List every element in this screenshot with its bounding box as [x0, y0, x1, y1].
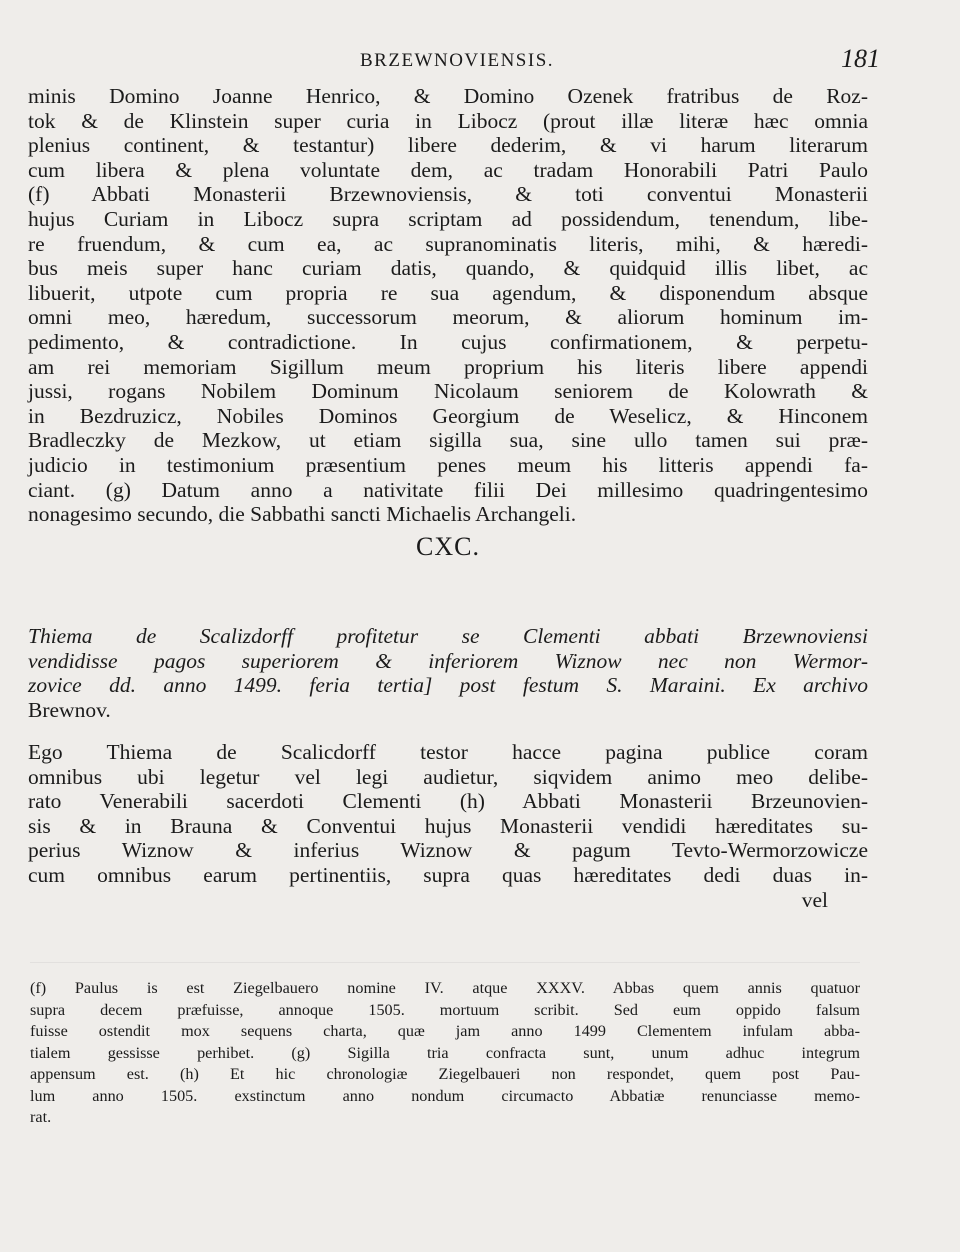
- text-line: hujus Curiam in Libocz supra scriptam ad possidendum, tenendum, libe-: [28, 206, 868, 231]
- text-line: cum libera & plena voluntate dem, ac tradam Honorabili Patri Paulo: [28, 157, 868, 182]
- section-heading-block: [28, 530, 868, 564]
- text-line: pedimento, & contradictione. In cujus confirmationem, & perpetu-: [28, 329, 868, 354]
- text-line: nonagesimo secundo, die Sabbathi sancti Michaelis Archangeli.: [28, 502, 577, 527]
- text-line: (f) Abbati Monasterii Brzewnoviensis, & toti conventui Monasterii: [28, 182, 868, 207]
- text-line: plenius continent, & testantur) libere dederim, & vi harum literarum: [28, 133, 868, 158]
- section-number: CXC.: [416, 532, 480, 561]
- text-line: cum omnibus earum pertinentiis, supra quas hæreditates dedi duas in-: [28, 862, 868, 887]
- running-head: BRZEWNOVIENSIS.: [360, 50, 555, 71]
- section-summary: [28, 624, 868, 722]
- footnote-line: rat.: [30, 1108, 52, 1126]
- summary-line: zovice dd. anno 1499. feria tertia] post festum S. Maraini. Ex archivo: [28, 673, 868, 698]
- footnote-line: tialem gessisse perhibet. (g) Sigilla tria confracta sunt, unum adhuc integrum: [30, 1043, 860, 1062]
- page-number: 181: [841, 44, 880, 73]
- summary-line: Brewnov.: [28, 697, 111, 722]
- summary-line: vendidisse pagos superiorem & inferiorem Wiznow nec non Wermor-: [28, 648, 868, 673]
- text-line: Ego Thiema de Scalicdorff testor hacce pagina publice coram: [28, 740, 868, 764]
- text-line: rato Venerabili sacerdoti Clementi (h) Abbati Monasterii Brzeunovien-: [28, 789, 868, 814]
- text-line: omni meo, hæredum, successorum meorum, & aliorum hominum im-: [28, 305, 868, 330]
- page-header: [30, 40, 880, 80]
- text-line: bus meis super hanc curiam datis, quando, & quidquid illis libet, ac: [28, 256, 868, 281]
- text-line: sis & in Brauna & Conventui hujus Monasterii vendidi hæreditates su-: [28, 813, 868, 838]
- footnote-separator: [30, 962, 860, 963]
- footnote-line: (f) Paulus is est Ziegelbauero nomine IV. atque XXXV. Abbas quem annis quatuor: [30, 979, 860, 997]
- catchword: vel: [801, 887, 828, 912]
- text-line: libuerit, utpote cum propria re sua agendum, & disponendum absque: [28, 280, 868, 305]
- charter-text: [28, 84, 868, 527]
- text-line: omnibus ubi legetur vel legi audietur, siqvidem animo meo delibe-: [28, 764, 868, 789]
- footnote-line: lum anno 1505. exstinctum anno nondum circumacto Abbatiæ renunciasse memo-: [30, 1086, 860, 1105]
- second-charter-text: [28, 740, 868, 912]
- footnotes: [30, 978, 860, 1129]
- text-line: ciant. (g) Datum anno a nativitate filii Dei millesimo quadringentesimo: [28, 477, 868, 502]
- text-line: jussi, rogans Nobilem Dominum Nicolaum seniorem de Kolowrath &: [28, 379, 868, 404]
- footnote-line: fuisse ostendit mox sequens charta, quæ jam anno 1499 Clementem infulam abba-: [30, 1022, 860, 1040]
- text-line: tok & de Klinstein super curia in Libocz (prout illæ literæ hæc omnia: [28, 108, 868, 133]
- text-line: in Bezdruzicz, Nobiles Dominos Georgium de Weselicz, & Hinconem: [28, 403, 868, 428]
- text-line: judicio in testimonium præsentium penes meum his litteris appendi fa-: [28, 452, 868, 477]
- summary-line: Thiema de Scalizdorff profitetur se Clementi abbati Brzewnoviensi: [28, 624, 868, 648]
- text-line: perius Wiznow & inferius Wiznow & pagum Tevto-Wermorzowicze: [28, 838, 868, 863]
- footnote-line: supra decem præfuisse, annoque 1505. mortuum scribit. Sed eum oppido falsum: [30, 1000, 860, 1019]
- footnote-line: appensum est. (h) Et hic chronologiæ Ziegelbaueri non respondet, quem post Pau-: [30, 1065, 860, 1083]
- text-line: am rei memoriam Sigillum meum proprium his literis libere appendi: [28, 354, 868, 379]
- text-line: re fruendum, & cum ea, ac supranominatis literis, mihi, & hæredi-: [28, 231, 868, 256]
- text-line: minis Domino Joanne Henrico, & Domino Ozenek fratribus de Roz-: [28, 84, 868, 108]
- text-line: Bradleczky de Mezkow, ut etiam sigilla sua, sine ullo tamen sui præ-: [28, 428, 868, 453]
